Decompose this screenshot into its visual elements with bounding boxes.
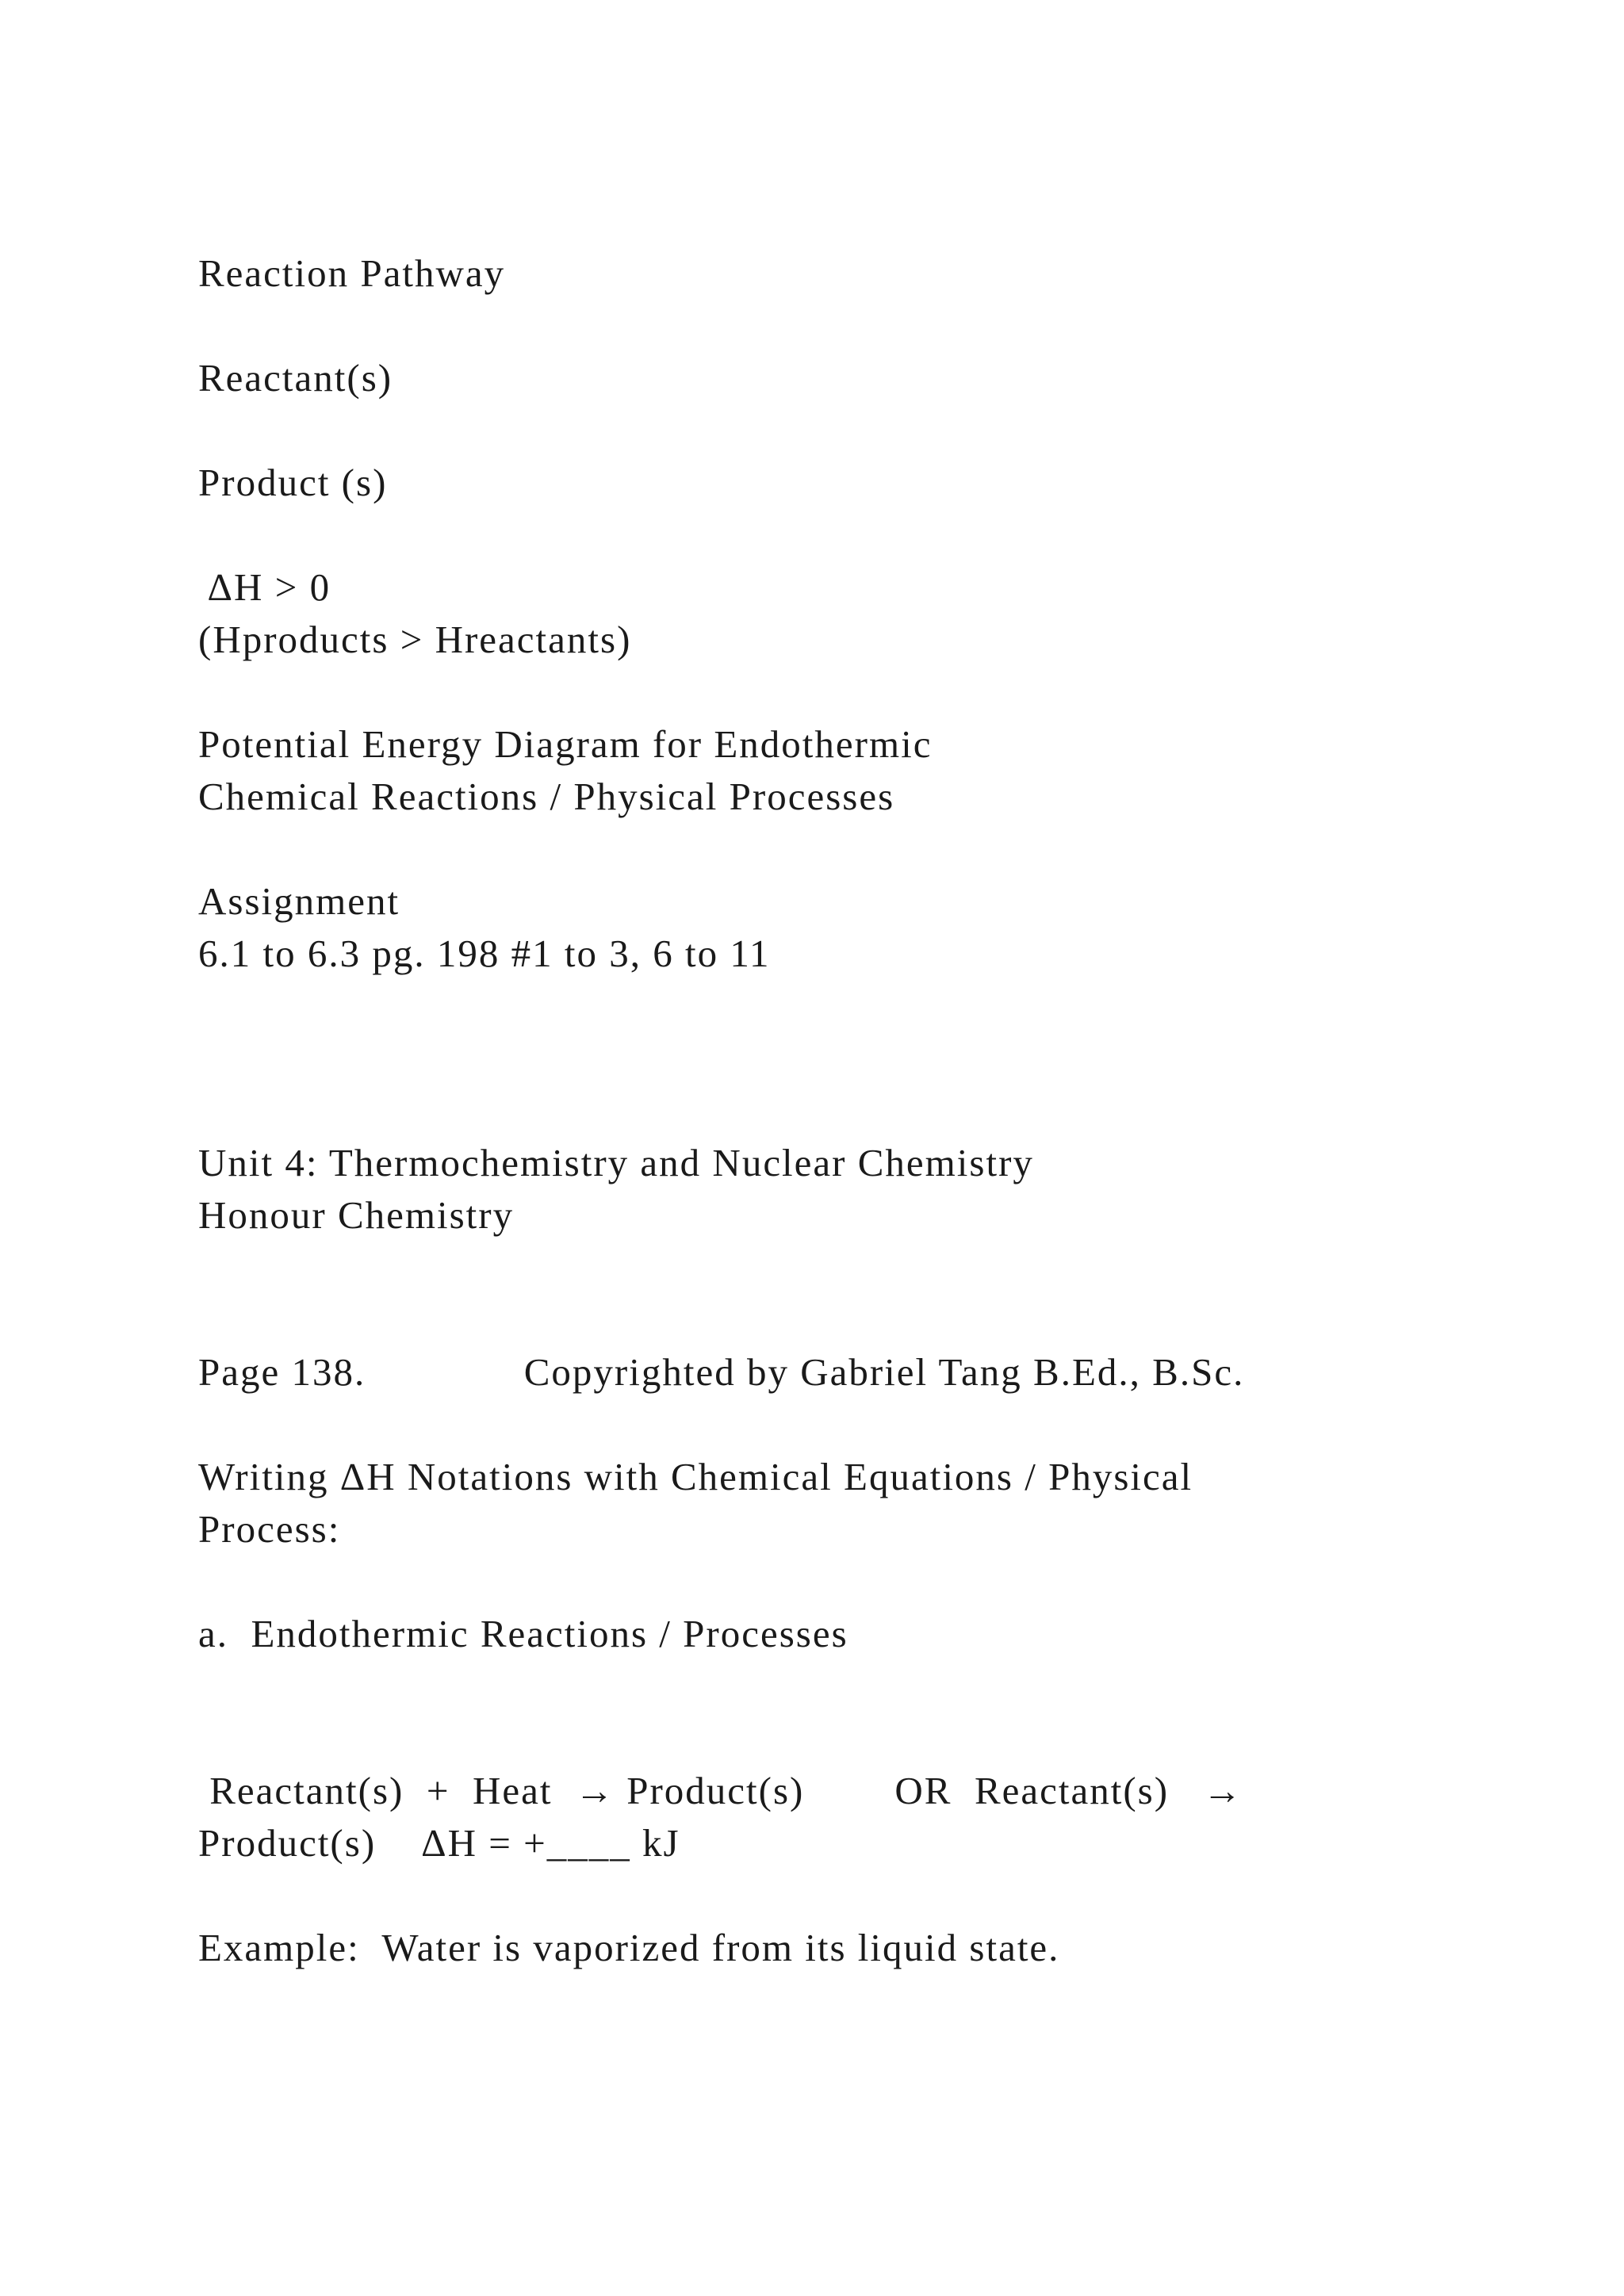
delta-h-condition: ΔH > 0 xyxy=(198,565,331,609)
course-name: Honour Chemistry xyxy=(198,1193,515,1237)
label-reactants: Reactant(s) xyxy=(198,356,393,400)
assignment-heading: Assignment xyxy=(198,879,400,923)
label-products: Product (s) xyxy=(198,461,388,504)
heading-reaction-pathway: Reaction Pathway xyxy=(198,251,506,295)
diagram-title-line-1: Potential Energy Diagram for Endothermic xyxy=(198,722,933,766)
subsection-endothermic: a. Endothermic Reactions / Processes xyxy=(198,1612,848,1655)
assignment-details: 6.1 to 6.3 pg. 198 #1 to 3, 6 to 11 xyxy=(198,932,771,975)
diagram-title-line-2: Chemical Reactions / Physical Processes xyxy=(198,775,895,818)
section-heading-line-1: Writing ΔH Notations with Chemical Equations / Physical xyxy=(198,1455,1193,1498)
enthalpy-comparison: (Hproducts > Hreactants) xyxy=(198,618,632,661)
equation-line-2: Product(s) ΔH = +____ kJ xyxy=(198,1821,680,1865)
page-footer: Page 138. Copyrighted by Gabriel Tang B.Ed., B.Sc. xyxy=(198,1350,1245,1394)
example-text: Example: Water is vaporized from its liquid state. xyxy=(198,1926,1060,1969)
section-heading-line-2: Process: xyxy=(198,1507,341,1551)
unit-title: Unit 4: Thermochemistry and Nuclear Chemistry xyxy=(198,1141,1034,1184)
equation-line-1: Reactant(s) + Heat → Product(s) OR Reactant(s) → xyxy=(198,1769,1243,1812)
